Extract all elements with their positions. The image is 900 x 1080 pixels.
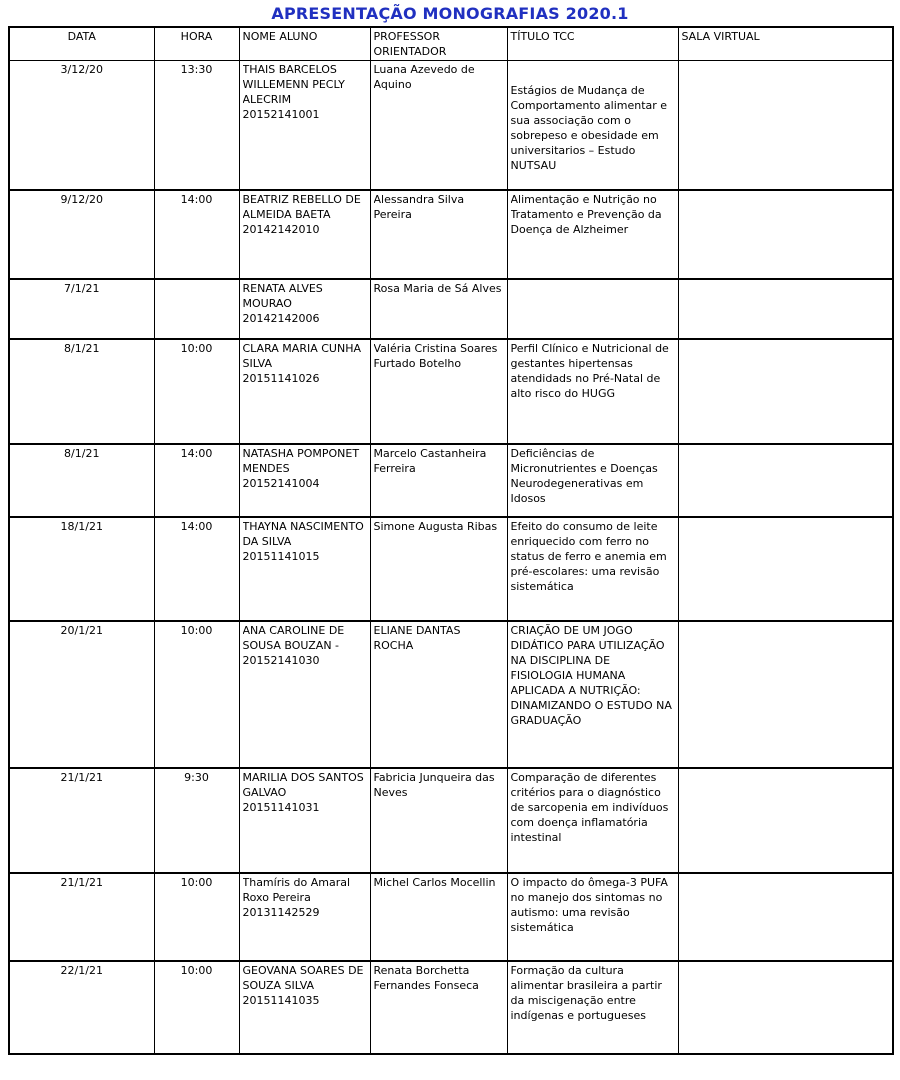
student-name: BEATRIZ REBELLO DE ALMEIDA BAETA xyxy=(242,193,361,221)
student-name: Thamíris do Amaral Roxo Pereira xyxy=(242,876,351,904)
cell-titulo: Comparação de diferentes critérios para o diagnóstico de sarcopenia em indivíduos com doença inflamatória intestinal xyxy=(507,768,678,873)
cell-professor: Valéria Cristina Soares Furtado Botelho xyxy=(370,339,507,444)
cell-titulo: Alimentação e Nutrição no Tratamento e Prevenção da Doença de Alzheimer xyxy=(507,190,678,279)
cell-nome xyxy=(239,279,370,339)
table-row xyxy=(9,768,893,873)
cell-sala xyxy=(678,621,893,768)
cell-data: 3/12/20 xyxy=(9,61,154,191)
cell-data: 8/1/21 xyxy=(9,444,154,517)
cell-titulo: Estágios de Mudança de Comportamento alimentar e sua associação com o sobrepeso e obesidade em universitarios – Estudo NUTSAU xyxy=(507,61,678,191)
cell-titulo: CRIAÇÃO DE UM JOGO DIDÁTICO PARA UTILIZAÇÃO NA DISCIPLINA DE FISIOLOGIA HUMANA APLICADA A NUTRIÇÃO: DINAMIZANDO O ESTUDO NA GRADUAÇÃO xyxy=(507,621,678,768)
table-row xyxy=(9,961,893,1054)
header-sala-virtual: SALA VIRTUAL xyxy=(678,27,893,61)
cell-sala xyxy=(678,444,893,517)
cell-titulo xyxy=(507,279,678,339)
student-id: 20142142010 xyxy=(242,223,320,236)
table-header-row xyxy=(9,27,893,61)
cell-sala xyxy=(678,190,893,279)
student-name: THAYNA NASCIMENTO DA SILVA xyxy=(242,520,364,548)
cell-titulo: Deficiências de Micronutrientes e Doenças Neurodegenerativas em Idosos xyxy=(507,444,678,517)
student-id: 20152141004 xyxy=(242,477,320,490)
cell-hora: 14:00 xyxy=(154,517,239,621)
cell-data: 18/1/21 xyxy=(9,517,154,621)
cell-nome xyxy=(239,517,370,621)
student-name: MARILIA DOS SANTOS GALVAO xyxy=(242,771,364,799)
cell-nome xyxy=(239,190,370,279)
header-titulo-tcc: TÍTULO TCC xyxy=(507,27,678,61)
header-data: DATA xyxy=(9,27,154,61)
cell-sala xyxy=(678,61,893,191)
header-hora: HORA xyxy=(154,27,239,61)
table-row xyxy=(9,61,893,191)
student-id: 20152141001 xyxy=(242,108,320,121)
cell-nome xyxy=(239,621,370,768)
cell-nome xyxy=(239,339,370,444)
student-name: NATASHA POMPONET MENDES xyxy=(242,447,360,475)
cell-data: 20/1/21 xyxy=(9,621,154,768)
cell-professor: Alessandra Silva Pereira xyxy=(370,190,507,279)
cell-sala xyxy=(678,517,893,621)
student-id: 20151141015 xyxy=(242,550,320,563)
cell-titulo: O impacto do ômega-3 PUFA no manejo dos sintomas no autismo: uma revisão sistemática xyxy=(507,873,678,961)
student-name: THAIS BARCELOS WILLEMENN PECLY ALECRIM xyxy=(242,63,345,106)
cell-titulo: Efeito do consumo de leite enriquecido com ferro no status de ferro e anemia em pré-escolares: uma revisão sistemática xyxy=(507,517,678,621)
cell-sala xyxy=(678,768,893,873)
cell-professor: Renata Borchetta Fernandes Fonseca xyxy=(370,961,507,1054)
student-id: 20152141030 xyxy=(242,654,320,667)
student-id: 20151141035 xyxy=(242,994,320,1007)
cell-hora: 10:00 xyxy=(154,621,239,768)
cell-sala xyxy=(678,279,893,339)
cell-nome xyxy=(239,61,370,191)
cell-hora: 9:30 xyxy=(154,768,239,873)
cell-data: 7/1/21 xyxy=(9,279,154,339)
header-professor-orientador: PROFESSOR ORIENTADOR xyxy=(370,27,507,61)
cell-nome xyxy=(239,768,370,873)
cell-hora: 14:00 xyxy=(154,190,239,279)
cell-professor: ELIANE DANTAS ROCHA xyxy=(370,621,507,768)
cell-professor: Luana Azevedo de Aquino xyxy=(370,61,507,191)
cell-sala xyxy=(678,339,893,444)
cell-hora: 10:00 xyxy=(154,961,239,1054)
table-row xyxy=(9,873,893,961)
cell-sala xyxy=(678,873,893,961)
cell-nome xyxy=(239,444,370,517)
cell-data: 9/12/20 xyxy=(9,190,154,279)
table-row xyxy=(9,621,893,768)
table-row xyxy=(9,339,893,444)
student-id: 20151141026 xyxy=(242,372,320,385)
cell-nome xyxy=(239,873,370,961)
cell-professor: Fabricia Junqueira das Neves xyxy=(370,768,507,873)
cell-hora: 10:00 xyxy=(154,339,239,444)
cell-data: 22/1/21 xyxy=(9,961,154,1054)
cell-data: 21/1/21 xyxy=(9,873,154,961)
header-nome-aluno: NOME ALUNO xyxy=(239,27,370,61)
table-row xyxy=(9,444,893,517)
cell-professor: Rosa Maria de Sá Alves xyxy=(370,279,507,339)
table-row xyxy=(9,517,893,621)
cell-sala xyxy=(678,961,893,1054)
cell-data: 21/1/21 xyxy=(9,768,154,873)
table-row xyxy=(9,190,893,279)
student-id: 20142142006 xyxy=(242,312,320,325)
student-name: ANA CAROLINE DE SOUSA BOUZAN - xyxy=(242,624,345,652)
cell-hora: 14:00 xyxy=(154,444,239,517)
table-row xyxy=(9,279,893,339)
cell-hora: 13:30 xyxy=(154,61,239,191)
cell-professor: Marcelo Castanheira Ferreira xyxy=(370,444,507,517)
cell-nome xyxy=(239,961,370,1054)
cell-titulo: Formação da cultura alimentar brasileira a partir da miscigenação entre indígenas e portugueses xyxy=(507,961,678,1054)
cell-hora xyxy=(154,279,239,339)
document-title: APRESENTAÇÃO MONOGRAFIAS 2020.1 xyxy=(271,4,629,23)
cell-hora: 10:00 xyxy=(154,873,239,961)
student-name: GEOVANA SOARES DE SOUZA SILVA xyxy=(242,964,364,992)
cell-professor: Simone Augusta Ribas xyxy=(370,517,507,621)
student-id: 20151141031 xyxy=(242,801,320,814)
student-name: CLARA MARIA CUNHA SILVA xyxy=(242,342,361,370)
cell-professor: Michel Carlos Mocellin xyxy=(370,873,507,961)
monografias-table xyxy=(8,26,894,1055)
student-name: RENATA ALVES MOURAO xyxy=(242,282,323,310)
student-id: 20131142529 xyxy=(242,906,320,919)
cell-data: 8/1/21 xyxy=(9,339,154,444)
cell-titulo: Perfil Clínico e Nutricional de gestantes hipertensas atendidads no Pré-Natal de alto risco do HUGG xyxy=(507,339,678,444)
